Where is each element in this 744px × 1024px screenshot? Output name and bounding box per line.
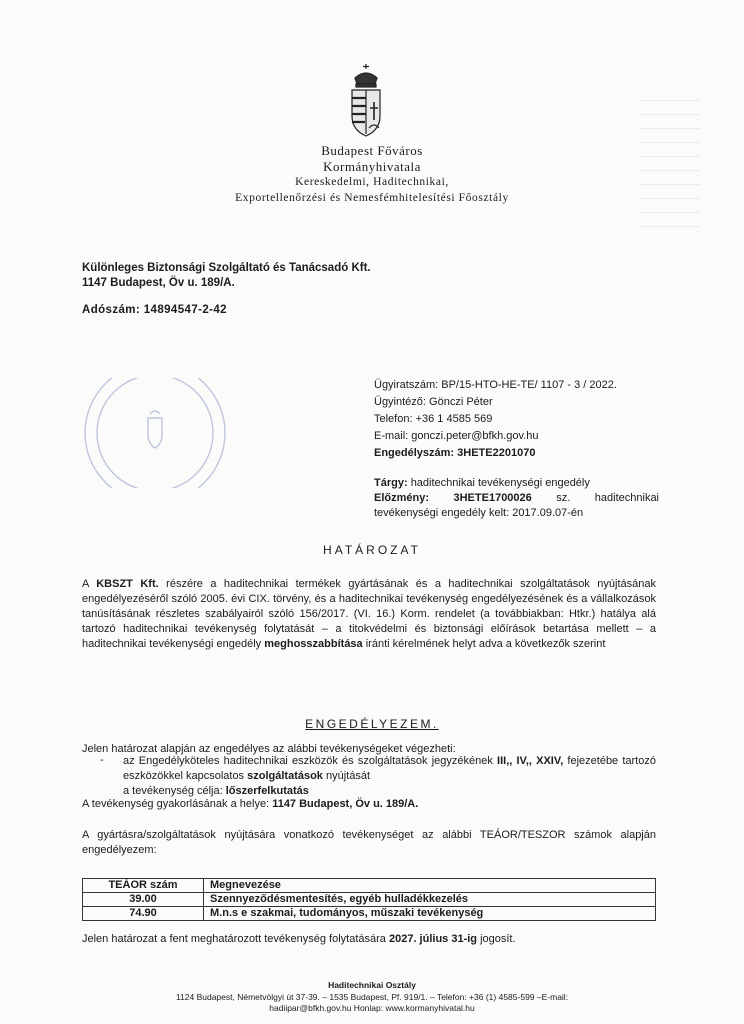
permit-heading: ENGEDÉLYEZEM. — [305, 717, 439, 731]
services-term: szolgáltatások — [247, 770, 323, 782]
table-cell-name: M.n.s e szakmai, tudományos, műszaki tevékenység — [204, 907, 656, 921]
validity-date: 2027. július 31-ig — [388, 933, 478, 945]
prior-rest: sz. haditechnikai tevékenységi engedély kelt: 2017.09.07-én — [374, 492, 660, 519]
table-row — [83, 893, 656, 907]
activity-list-item: az Engedélyköteles haditechnikai eszközök és szolgáltatások jegyzékének III,, IV,, XXIV, fejezetébe tartozó eszközökkel kapcsolatos szolgáltatások nyújtását a tevékenység célja: lőszerfelkutatás — [123, 755, 656, 797]
activity-place: A tevékenység gyakorlásának a helye: 1147 Budapest, Öv u. 189/A. — [82, 798, 419, 810]
license-number — [374, 445, 664, 462]
table-header-name: Megnevezése — [204, 879, 656, 893]
recipient-name: Különleges Biztonsági Szolgáltató és Tanácsadó Kft. — [82, 262, 371, 274]
validity-paragraph: Jelen határozat a fent meghatározott tevékenység folytatására 2027. július 31-ig jogosít. — [82, 933, 516, 945]
company-name: KBSZT Kft. — [96, 578, 159, 590]
tax-id: Adószám: 14894547-2-42 — [82, 304, 227, 316]
case-number-value: BP/15-HTO-HE-TE/ 1107 - 3 / 2022. — [441, 379, 617, 391]
case-number-label: Ügyiratszám: — [374, 379, 439, 391]
phone — [374, 411, 664, 428]
activity-goal: lőszerfelkutatás — [225, 785, 309, 797]
subject-line — [374, 476, 659, 491]
list-bullet: - — [100, 754, 104, 766]
table-cell-code: 39.00 — [83, 893, 204, 907]
decision-paragraph-teaor: A gyártásra/szolgáltatások nyújtására vonatkozó tevékenységet az alábbi TEÁOR/TESZOR számok alapján engedélyezem: — [82, 829, 656, 856]
decision-paragraph-2: Jelen határozat alapján az engedélyes az alábbi tevékenységeket végezheti: — [82, 743, 456, 755]
table-cell-code: 74.90 — [83, 907, 204, 921]
subject-block — [374, 476, 659, 521]
decision-paragraph-1: A KBSZT Kft. részére a haditechnikai termékek gyártásának és a haditechnikai szolgáltatások nyújtásának engedélyezéséről szóló 2005. évi CIX. törvény, és a haditechnikai tevékenység engedélyezésének és a vállalkozások tanúsításának részletes szabályairól szóló 156/2017. (VI. 16.) Korm. rendelet (a továbbiakban: Htkr.) hatálya alá tartozó haditechnikai tevékenység folytatását – a titokvédelmi és biztonsági előírások betartása mellett – a haditechnikai tevékenységi engedély meghosszabbítása iránti kérelmének helyt adva a következők szerint — [82, 578, 656, 650]
subject-label: Tárgy: — [374, 477, 408, 489]
extension-term: meghosszabbítása — [264, 638, 363, 650]
official-stamp-icon — [70, 378, 240, 488]
prior-label: Előzmény: — [374, 492, 430, 504]
prior-line — [374, 491, 659, 521]
phone-value: +36 1 4585 569 — [415, 413, 493, 425]
email — [374, 428, 664, 445]
phone-label: Telefon: — [374, 413, 413, 425]
footer-unit: Haditechnikai Osztály — [328, 980, 416, 990]
case-officer-label: Ügyintéző: — [374, 396, 426, 408]
activity-place-value: 1147 Budapest, Öv u. 189/A. — [272, 798, 419, 810]
subject-value: haditechnikai tevékenységi engedély — [410, 477, 590, 489]
prior-code: 3HETE1700026 — [453, 492, 532, 504]
email-value: gonczi.peter@bfkh.gov.hu — [411, 430, 539, 442]
license-number-value: 3HETE2201070 — [457, 447, 536, 459]
recipient-address: 1147 Budapest, Öv u. 189/A. — [82, 277, 235, 289]
dept-name-line2: Exportellenőrzési és Nemesfémhitelesítési Főosztály — [235, 192, 509, 204]
reference-block — [374, 377, 664, 462]
coat-of-arms-icon — [346, 62, 386, 140]
org-name-line2: Kormányhivatala — [323, 159, 421, 174]
footer-contact: hadiipar@bfkh.gov.hu Honlap: www.kormanyhivatal.hu — [269, 1003, 475, 1013]
license-number-label: Engedélyszám: — [374, 447, 455, 459]
org-name-line1: Budapest Főváros — [321, 143, 423, 158]
case-officer-value: Gönczi Péter — [429, 396, 493, 408]
table-cell-name: Szennyeződésmentesítés, egyéb hulladékkezelés — [204, 893, 656, 907]
dept-name-line1: Kereskedelmi, Haditechnikai, — [295, 176, 449, 188]
footer-address: 1124 Budapest, Németvölgyi út 37-39. – 1535 Budapest, Pf. 919/1. – Telefon: +36 (1) 4585-599 –E-mail: — [175, 992, 569, 1002]
table-header-code: TEÁOR szám — [83, 879, 204, 893]
case-officer — [374, 394, 664, 411]
email-label: E-mail: — [374, 430, 409, 442]
chapter-list: III,, IV,, XXIV, — [497, 755, 564, 767]
table-header-row — [83, 879, 656, 893]
case-number — [374, 377, 664, 394]
table-row — [83, 907, 656, 921]
teaor-table — [82, 878, 656, 921]
recipient-block — [82, 261, 371, 291]
decision-title: HATÁROZAT — [323, 543, 421, 557]
